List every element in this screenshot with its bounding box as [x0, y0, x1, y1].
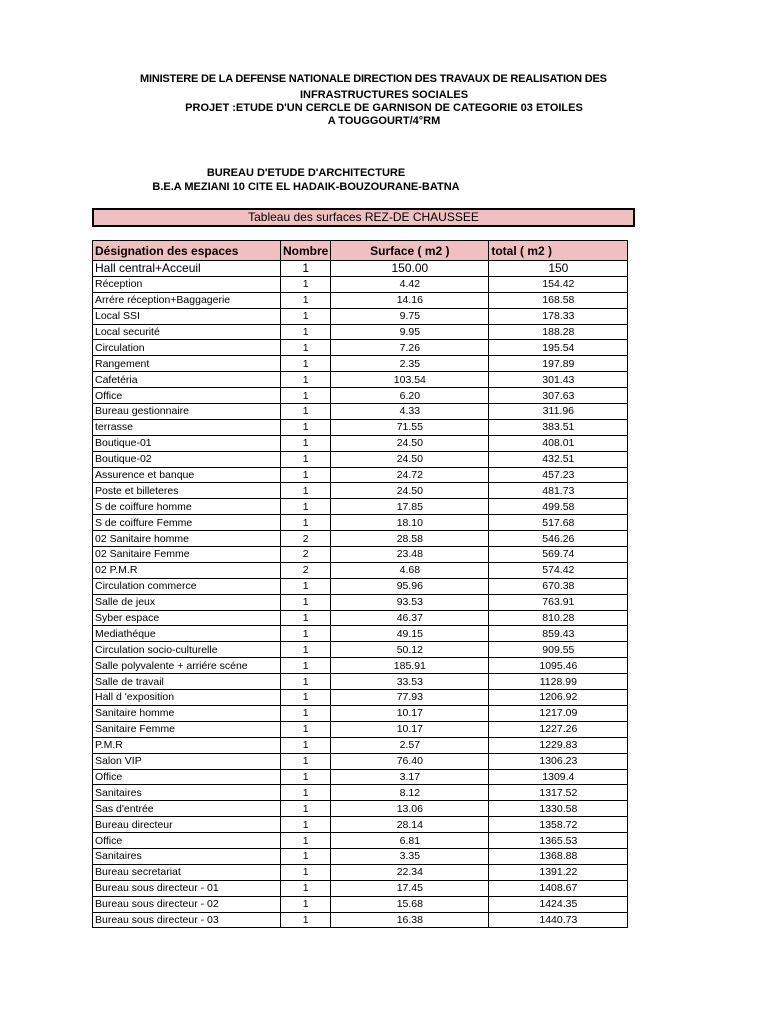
- cell-total: 1227.26: [489, 721, 628, 737]
- table-row: [93, 912, 628, 928]
- cell-surface: 16.38: [331, 912, 489, 928]
- cell-surface: 77.93: [331, 690, 489, 706]
- cell-surface: 13.06: [331, 801, 489, 817]
- cell-nombre: 1: [281, 261, 331, 277]
- cell-designation: Bureau gestionnaire: [93, 404, 281, 420]
- table-row: [93, 864, 628, 880]
- cell-surface: 103.54: [331, 372, 489, 388]
- cell-surface: 49.15: [331, 626, 489, 642]
- table-row: [93, 833, 628, 849]
- cell-designation: 02 Sanitaire Femme: [93, 547, 281, 563]
- table-row: [93, 547, 628, 563]
- cell-designation: Arrére réception+Baggagerie: [93, 292, 281, 308]
- cell-designation: Sanitaires: [93, 785, 281, 801]
- cell-surface: 28.14: [331, 817, 489, 833]
- cell-designation: S de coiffure homme: [93, 499, 281, 515]
- cell-total: 1408.67: [489, 880, 628, 896]
- cell-nombre: 2: [281, 531, 331, 547]
- cell-surface: 9.95: [331, 324, 489, 340]
- cell-surface: 93.53: [331, 594, 489, 610]
- cell-designation: Assurence et banque: [93, 467, 281, 483]
- table-row: [93, 594, 628, 610]
- cell-designation: Local securité: [93, 324, 281, 340]
- cell-total: 1229.83: [489, 737, 628, 753]
- cell-nombre: 1: [281, 864, 331, 880]
- cell-designation: Boutique-01: [93, 435, 281, 451]
- table-row: [93, 626, 628, 642]
- table-row: [93, 690, 628, 706]
- cell-total: 1306.23: [489, 753, 628, 769]
- cell-designation: Salle de travail: [93, 674, 281, 690]
- cell-nombre: 1: [281, 499, 331, 515]
- cell-total: 569.74: [489, 547, 628, 563]
- cell-nombre: 1: [281, 896, 331, 912]
- cell-surface: 23.48: [331, 547, 489, 563]
- cell-total: 1330.58: [489, 801, 628, 817]
- cell-nombre: 1: [281, 419, 331, 435]
- cell-designation: Office: [93, 833, 281, 849]
- cell-designation: Sanitaire homme: [93, 705, 281, 721]
- cell-total: 1206.92: [489, 690, 628, 706]
- col-total: total ( m2 ): [489, 241, 628, 261]
- project-title: PROJET :ETUDE D'UN CERCLE DE GARNISON DE CATEGORIE 03 ETOILES: [185, 102, 583, 114]
- cell-total: 178.33: [489, 308, 628, 324]
- table-row: [93, 356, 628, 372]
- cell-nombre: 1: [281, 435, 331, 451]
- cell-surface: 46.37: [331, 610, 489, 626]
- cell-total: 1391.22: [489, 864, 628, 880]
- cell-nombre: 1: [281, 674, 331, 690]
- cell-surface: 8.12: [331, 785, 489, 801]
- cell-designation: Rangement: [93, 356, 281, 372]
- cell-surface: 28.58: [331, 531, 489, 547]
- cell-nombre: 1: [281, 356, 331, 372]
- table-row: [93, 435, 628, 451]
- table-row: [93, 562, 628, 578]
- cell-total: 1309.4: [489, 769, 628, 785]
- cell-nombre: 1: [281, 467, 331, 483]
- cell-designation: Boutique-02: [93, 451, 281, 467]
- table-row: [93, 451, 628, 467]
- cell-designation: terrasse: [93, 419, 281, 435]
- cell-surface: 4.42: [331, 276, 489, 292]
- table-row: [93, 658, 628, 674]
- table-row: [93, 531, 628, 547]
- cell-total: 763.91: [489, 594, 628, 610]
- table-row: [93, 817, 628, 833]
- cell-nombre: 1: [281, 626, 331, 642]
- cell-designation: Bureau sous directeur - 02: [93, 896, 281, 912]
- cell-total: 432.51: [489, 451, 628, 467]
- table-row: [93, 467, 628, 483]
- office-name: BUREAU D'ETUDE D'ARCHITECTURE: [206, 167, 406, 179]
- cell-nombre: 1: [281, 515, 331, 531]
- cell-nombre: 1: [281, 658, 331, 674]
- cell-surface: 24.50: [331, 483, 489, 499]
- cell-surface: 15.68: [331, 896, 489, 912]
- table-row: [93, 896, 628, 912]
- cell-nombre: 1: [281, 769, 331, 785]
- cell-total: 859.43: [489, 626, 628, 642]
- cell-designation: Circulation commerce: [93, 578, 281, 594]
- table-row: [93, 769, 628, 785]
- cell-total: 517.68: [489, 515, 628, 531]
- cell-nombre: 2: [281, 547, 331, 563]
- cell-designation: Cafetéria: [93, 372, 281, 388]
- cell-total: 168.58: [489, 292, 628, 308]
- cell-surface: 22.34: [331, 864, 489, 880]
- cell-total: 195.54: [489, 340, 628, 356]
- cell-surface: 10.17: [331, 705, 489, 721]
- cell-total: 311.96: [489, 404, 628, 420]
- cell-surface: 2.35: [331, 356, 489, 372]
- cell-surface: 17.85: [331, 499, 489, 515]
- cell-designation: S de coiffure Femme: [93, 515, 281, 531]
- cell-total: 1424.35: [489, 896, 628, 912]
- cell-nombre: 1: [281, 483, 331, 499]
- table-row: [93, 848, 628, 864]
- cell-nombre: 1: [281, 848, 331, 864]
- table-row: [93, 515, 628, 531]
- cell-total: 1095.46: [489, 658, 628, 674]
- cell-surface: 4.33: [331, 404, 489, 420]
- table-row: [93, 785, 628, 801]
- table-row: [93, 340, 628, 356]
- cell-surface: 17.45: [331, 880, 489, 896]
- cell-nombre: 1: [281, 388, 331, 404]
- table-row: [93, 801, 628, 817]
- cell-nombre: 1: [281, 404, 331, 420]
- cell-total: 574.42: [489, 562, 628, 578]
- cell-designation: Local SSI: [93, 308, 281, 324]
- cell-nombre: 1: [281, 276, 331, 292]
- cell-total: 188.28: [489, 324, 628, 340]
- office-address: B.E.A MEZIANI 10 CITE EL HADAIK-BOUZOURANE-BATNA: [152, 181, 460, 193]
- table-row: [93, 705, 628, 721]
- table-row: [93, 499, 628, 515]
- cell-surface: 14.16: [331, 292, 489, 308]
- project-location: A TOUGGOURT/4°RM: [327, 115, 441, 127]
- header-line-1: INFRASTRUCTURES SOCIALES: [299, 89, 469, 101]
- col-designation: Désignation des espaces: [93, 241, 281, 261]
- cell-surface: 50.12: [331, 642, 489, 658]
- cell-surface: 24.72: [331, 467, 489, 483]
- table-row: [93, 404, 628, 420]
- cell-nombre: 1: [281, 753, 331, 769]
- cell-total: 1368.88: [489, 848, 628, 864]
- cell-nombre: 1: [281, 880, 331, 896]
- cell-total: 1217.09: [489, 705, 628, 721]
- cell-surface: 9.75: [331, 308, 489, 324]
- cell-nombre: 1: [281, 833, 331, 849]
- ministry-line: MINISTERE DE LA DEFENSE NATIONALE DIRECTION DES TRAVAUX DE REALISATION DES: [140, 73, 607, 85]
- table-row: [93, 674, 628, 690]
- cell-total: 1317.52: [489, 785, 628, 801]
- cell-nombre: 1: [281, 451, 331, 467]
- cell-designation: Réception: [93, 276, 281, 292]
- cell-total: 481.73: [489, 483, 628, 499]
- cell-surface: 6.81: [331, 833, 489, 849]
- table-row: [93, 753, 628, 769]
- cell-surface: 95.96: [331, 578, 489, 594]
- table-header-row: [93, 241, 628, 261]
- cell-designation: Office: [93, 769, 281, 785]
- cell-nombre: 1: [281, 308, 331, 324]
- cell-nombre: 1: [281, 817, 331, 833]
- table-row: [93, 610, 628, 626]
- cell-nombre: 1: [281, 340, 331, 356]
- cell-nombre: 1: [281, 721, 331, 737]
- cell-designation: Sanitaire Femme: [93, 721, 281, 737]
- cell-designation: Salle de jeux: [93, 594, 281, 610]
- cell-designation: Hall central+Acceuil: [93, 261, 281, 277]
- cell-surface: 10.17: [331, 721, 489, 737]
- table-row: [93, 276, 628, 292]
- cell-designation: Sas d'entrée: [93, 801, 281, 817]
- cell-designation: 02 Sanitaire homme: [93, 531, 281, 547]
- cell-designation: Bureau sous directeur - 01: [93, 880, 281, 896]
- cell-total: 408.01: [489, 435, 628, 451]
- col-nombre: Nombre: [281, 241, 331, 261]
- cell-nombre: 1: [281, 801, 331, 817]
- cell-surface: 76.40: [331, 753, 489, 769]
- cell-surface: 4.68: [331, 562, 489, 578]
- cell-surface: 185.91: [331, 658, 489, 674]
- cell-total: 909.55: [489, 642, 628, 658]
- cell-nombre: 1: [281, 610, 331, 626]
- table-row: [93, 292, 628, 308]
- cell-nombre: 1: [281, 690, 331, 706]
- cell-nombre: 1: [281, 372, 331, 388]
- cell-surface: 71.55: [331, 419, 489, 435]
- cell-nombre: 1: [281, 642, 331, 658]
- cell-total: 499.58: [489, 499, 628, 515]
- cell-surface: 2.57: [331, 737, 489, 753]
- cell-nombre: 1: [281, 785, 331, 801]
- cell-surface: 6.20: [331, 388, 489, 404]
- cell-designation: Mediathéque: [93, 626, 281, 642]
- cell-designation: Salon VIP: [93, 753, 281, 769]
- cell-nombre: 2: [281, 562, 331, 578]
- cell-nombre: 1: [281, 324, 331, 340]
- cell-surface: 24.50: [331, 451, 489, 467]
- cell-surface: 18.10: [331, 515, 489, 531]
- cell-surface: 150.00: [331, 261, 489, 277]
- cell-total: 1365.53: [489, 833, 628, 849]
- cell-designation: Office: [93, 388, 281, 404]
- cell-nombre: 1: [281, 594, 331, 610]
- cell-surface: 3.35: [331, 848, 489, 864]
- cell-total: 810.28: [489, 610, 628, 626]
- cell-designation: Bureau sous directeur - 03: [93, 912, 281, 928]
- cell-nombre: 1: [281, 737, 331, 753]
- table-row: [93, 737, 628, 753]
- cell-designation: Salle polyvalente + arriére scéne: [93, 658, 281, 674]
- cell-total: 154.42: [489, 276, 628, 292]
- surfaces-table: [92, 240, 628, 928]
- cell-designation: Poste et billeteres: [93, 483, 281, 499]
- cell-surface: 3.17: [331, 769, 489, 785]
- table-row: [93, 372, 628, 388]
- table-row: [93, 308, 628, 324]
- table-row: [93, 721, 628, 737]
- cell-designation: Syber espace: [93, 610, 281, 626]
- table-row: [93, 483, 628, 499]
- cell-total: 383.51: [489, 419, 628, 435]
- cell-total: 301.43: [489, 372, 628, 388]
- cell-total: 1358.72: [489, 817, 628, 833]
- cell-total: 1440.73: [489, 912, 628, 928]
- cell-designation: P.M.R: [93, 737, 281, 753]
- table-row: [93, 880, 628, 896]
- table-row: [93, 578, 628, 594]
- cell-surface: 33.53: [331, 674, 489, 690]
- table-row: [93, 419, 628, 435]
- table-row: [93, 642, 628, 658]
- table-title: Tableau des surfaces REZ-DE CHAUSSEE: [92, 208, 635, 227]
- cell-designation: Hall d 'exposition: [93, 690, 281, 706]
- cell-total: 1128.99: [489, 674, 628, 690]
- table-row: [93, 324, 628, 340]
- cell-surface: 7.26: [331, 340, 489, 356]
- cell-nombre: 1: [281, 292, 331, 308]
- cell-total: 197.89: [489, 356, 628, 372]
- cell-designation: Bureau secretariat: [93, 864, 281, 880]
- cell-designation: 02 P.M.R: [93, 562, 281, 578]
- col-surface: Surface ( m2 ): [331, 241, 489, 261]
- cell-total: 670.38: [489, 578, 628, 594]
- cell-total: 546.26: [489, 531, 628, 547]
- cell-total: 150: [489, 261, 628, 277]
- cell-total: 307.63: [489, 388, 628, 404]
- cell-designation: Sanitaires: [93, 848, 281, 864]
- cell-nombre: 1: [281, 578, 331, 594]
- table-row: [93, 388, 628, 404]
- cell-designation: Bureau directeur: [93, 817, 281, 833]
- cell-designation: Circulation: [93, 340, 281, 356]
- cell-total: 457.23: [489, 467, 628, 483]
- cell-surface: 24.50: [331, 435, 489, 451]
- cell-nombre: 1: [281, 705, 331, 721]
- cell-designation: Circulation socio-culturelle: [93, 642, 281, 658]
- cell-nombre: 1: [281, 912, 331, 928]
- table-row: [93, 261, 628, 277]
